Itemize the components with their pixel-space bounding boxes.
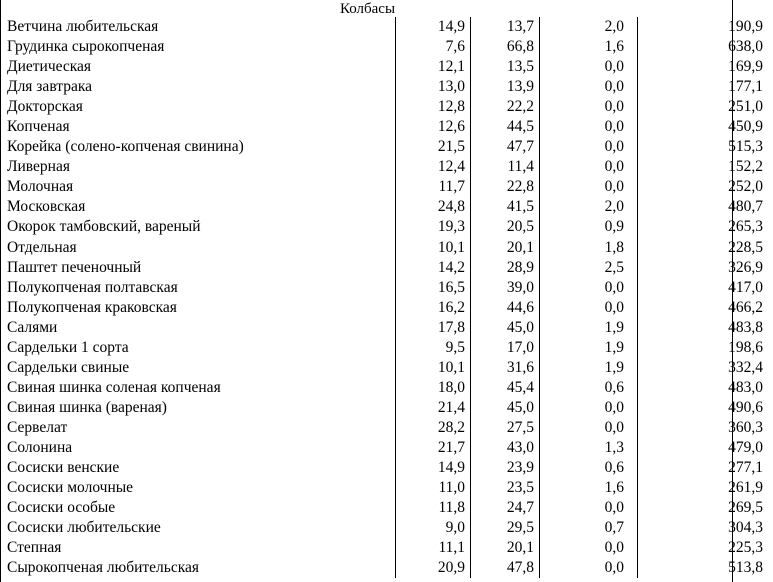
fat-value: 45,0 <box>471 398 540 418</box>
table-row <box>1 197 773 217</box>
carbs-value: 0,0 <box>540 57 638 77</box>
product-name: Ливерная <box>7 158 70 176</box>
fat-value: 47,8 <box>471 558 540 578</box>
protein-value: 11,1 <box>396 538 471 558</box>
table-row <box>1 478 773 498</box>
product-name: Окорок тамбовский, вареный <box>7 218 201 236</box>
product-name: Грудинка сырокопченая <box>7 38 165 56</box>
fat-value: 45,4 <box>471 378 540 398</box>
table-row <box>1 57 773 77</box>
protein-value: 16,5 <box>396 278 471 298</box>
carbs-value: 2,0 <box>540 17 638 37</box>
carbs-value: 0,6 <box>540 378 638 398</box>
protein-value: 12,4 <box>396 157 471 177</box>
kcal-value: 515,3 <box>638 137 773 157</box>
kcal-value: 360,3 <box>638 418 773 438</box>
fat-value: 13,5 <box>471 57 540 77</box>
table-row <box>1 518 773 538</box>
protein-value: 16,2 <box>396 298 471 318</box>
kcal-value: 483,0 <box>638 378 773 398</box>
fat-value: 28,9 <box>471 258 540 278</box>
carbs-value: 1,3 <box>540 438 638 458</box>
fat-value: 11,4 <box>471 157 540 177</box>
carbs-value: 2,0 <box>540 197 638 217</box>
product-name: Диетическая <box>7 58 92 76</box>
protein-value: 21,4 <box>396 398 471 418</box>
table-row <box>1 117 773 137</box>
product-name: Ветчина любительская <box>7 18 159 36</box>
table-row <box>1 498 773 518</box>
kcal-value: 480,7 <box>638 197 773 217</box>
kcal-value: 251,0 <box>638 97 773 117</box>
product-name: Сервелат <box>7 418 68 436</box>
product-name: Полукопченая полтавская <box>7 278 178 296</box>
protein-value: 11,0 <box>396 478 471 498</box>
kcal-value: 152,2 <box>638 157 773 177</box>
table-row <box>1 538 773 558</box>
carbs-value: 1,6 <box>540 37 638 57</box>
product-name: Сосиски любительские <box>7 519 161 537</box>
fat-value: 22,2 <box>471 97 540 117</box>
protein-value: 28,2 <box>396 418 471 438</box>
fat-value: 27,5 <box>471 418 540 438</box>
product-name: Московская <box>7 198 86 216</box>
table-row <box>1 318 773 338</box>
kcal-value: 265,3 <box>638 217 773 237</box>
kcal-value: 198,6 <box>638 338 773 358</box>
protein-value: 9,0 <box>396 518 471 538</box>
kcal-value: 638,0 <box>638 37 773 57</box>
protein-value: 14,9 <box>396 458 471 478</box>
fat-value: 20,5 <box>471 217 540 237</box>
product-name: Сосиски молочные <box>7 479 134 497</box>
protein-value: 13,0 <box>396 77 471 97</box>
kcal-value: 326,9 <box>638 258 773 278</box>
kcal-value: 483,8 <box>638 318 773 338</box>
carbs-value: 0,6 <box>540 458 638 478</box>
fat-value: 23,9 <box>471 458 540 478</box>
kcal-value: 190,9 <box>638 17 773 37</box>
carbs-value: 0,7 <box>540 518 638 538</box>
carbs-value: 0,9 <box>540 217 638 237</box>
protein-value: 12,6 <box>396 117 471 137</box>
table-row <box>1 17 773 37</box>
table-row <box>1 37 773 57</box>
carbs-value: 0,0 <box>540 117 638 137</box>
table-row <box>1 278 773 298</box>
kcal-value: 479,0 <box>638 438 773 458</box>
table-row <box>1 238 773 258</box>
table-row <box>1 398 773 418</box>
product-name: Молочная <box>7 178 74 196</box>
table-row <box>1 418 773 438</box>
protein-value: 10,1 <box>396 358 471 378</box>
fat-value: 13,7 <box>471 17 540 37</box>
protein-value: 12,8 <box>396 97 471 117</box>
product-name: Копченая <box>7 118 70 136</box>
carbs-value: 1,9 <box>540 338 638 358</box>
product-name: Для завтрака <box>7 78 93 96</box>
kcal-value: 169,9 <box>638 57 773 77</box>
protein-value: 14,2 <box>396 258 471 278</box>
nutrition-table-body <box>1 17 773 578</box>
table-row <box>1 217 773 237</box>
product-name: Свиная шинка (вареная) <box>7 398 167 416</box>
fat-value: 45,0 <box>471 318 540 338</box>
protein-value: 19,3 <box>396 217 471 237</box>
protein-value: 11,7 <box>396 177 471 197</box>
fat-value: 29,5 <box>471 518 540 538</box>
table-row <box>1 77 773 97</box>
protein-value: 14,9 <box>396 17 471 37</box>
protein-value: 21,5 <box>396 137 471 157</box>
carbs-value: 0,0 <box>540 177 638 197</box>
fat-value: 66,8 <box>471 37 540 57</box>
carbs-value: 0,0 <box>540 538 638 558</box>
table-row <box>1 378 773 398</box>
fat-value: 22,8 <box>471 177 540 197</box>
carbs-value: 0,0 <box>540 278 638 298</box>
fat-value: 13,9 <box>471 77 540 97</box>
fat-value: 39,0 <box>471 278 540 298</box>
table-row <box>1 137 773 157</box>
product-name: Паштет печеночный <box>7 258 142 276</box>
kcal-value: 225,3 <box>638 538 773 558</box>
kcal-value: 228,5 <box>638 238 773 258</box>
product-name: Сырокопченая любительская <box>7 559 200 577</box>
product-name: Корейка (солено-копченая свинина) <box>7 138 244 156</box>
fat-value: 44,6 <box>471 298 540 318</box>
fat-value: 43,0 <box>471 438 540 458</box>
table-row <box>1 97 773 117</box>
carbs-value: 1,9 <box>540 318 638 338</box>
product-name: Сардельки 1 сорта <box>7 338 129 356</box>
fat-value: 20,1 <box>471 538 540 558</box>
carbs-value: 1,8 <box>540 238 638 258</box>
fat-value: 20,1 <box>471 238 540 258</box>
kcal-value: 490,6 <box>638 398 773 418</box>
product-name: Сардельки свиные <box>7 358 130 376</box>
carbs-value: 0,0 <box>540 137 638 157</box>
protein-value: 12,1 <box>396 57 471 77</box>
product-name: Сосиски венские <box>7 459 120 477</box>
carbs-value: 1,9 <box>540 358 638 378</box>
kcal-value: 513,8 <box>638 558 773 578</box>
table-row <box>1 438 773 458</box>
nutrition-table <box>1 17 773 578</box>
protein-value: 20,9 <box>396 558 471 578</box>
fat-value: 17,0 <box>471 338 540 358</box>
carbs-value: 0,0 <box>540 77 638 97</box>
protein-value: 18,0 <box>396 378 471 398</box>
product-name: Свиная шинка соленая копченая <box>7 378 221 396</box>
carbs-value: 0,0 <box>540 398 638 418</box>
table-row <box>1 458 773 478</box>
table-row <box>1 177 773 197</box>
fat-value: 41,5 <box>471 197 540 217</box>
carbs-value: 0,0 <box>540 498 638 518</box>
kcal-value: 277,1 <box>638 458 773 478</box>
table-row <box>1 338 773 358</box>
carbs-value: 2,5 <box>540 258 638 278</box>
product-name: Отдельная <box>7 238 77 256</box>
protein-value: 17,8 <box>396 318 471 338</box>
carbs-value: 0,0 <box>540 558 638 578</box>
kcal-value: 466,2 <box>638 298 773 318</box>
carbs-value: 0,0 <box>540 298 638 318</box>
product-name: Салями <box>7 318 58 336</box>
kcal-value: 304,3 <box>638 518 773 538</box>
protein-value: 9,5 <box>396 338 471 358</box>
protein-value: 21,7 <box>396 438 471 458</box>
protein-value: 11,8 <box>396 498 471 518</box>
product-name: Степная <box>7 539 62 557</box>
kcal-value: 332,4 <box>638 358 773 378</box>
kcal-value: 261,9 <box>638 478 773 498</box>
table-row <box>1 358 773 378</box>
carbs-value: 0,0 <box>540 97 638 117</box>
product-name: Солонина <box>7 439 73 456</box>
kcal-value: 269,5 <box>638 498 773 518</box>
kcal-value: 417,0 <box>638 278 773 298</box>
table-row <box>1 558 773 578</box>
carbs-value: 0,0 <box>540 157 638 177</box>
fat-value: 23,5 <box>471 478 540 498</box>
fat-value: 24,7 <box>471 498 540 518</box>
kcal-value: 252,0 <box>638 177 773 197</box>
table-row <box>1 157 773 177</box>
protein-value: 24,8 <box>396 197 471 217</box>
protein-value: 7,6 <box>396 37 471 57</box>
carbs-value: 0,0 <box>540 418 638 438</box>
kcal-value: 450,9 <box>638 117 773 137</box>
carbs-value: 1,6 <box>540 478 638 498</box>
protein-value: 10,1 <box>396 238 471 258</box>
section-title: Колбасы <box>339 1 396 17</box>
fat-value: 47,7 <box>471 137 540 157</box>
kcal-value: 177,1 <box>638 77 773 97</box>
table-row <box>1 298 773 318</box>
table-row <box>1 258 773 278</box>
product-name: Сосиски особые <box>7 499 116 517</box>
fat-value: 44,5 <box>471 117 540 137</box>
fat-value: 31,6 <box>471 358 540 378</box>
product-name: Докторская <box>7 98 83 116</box>
product-name: Полукопченая краковская <box>7 298 177 316</box>
